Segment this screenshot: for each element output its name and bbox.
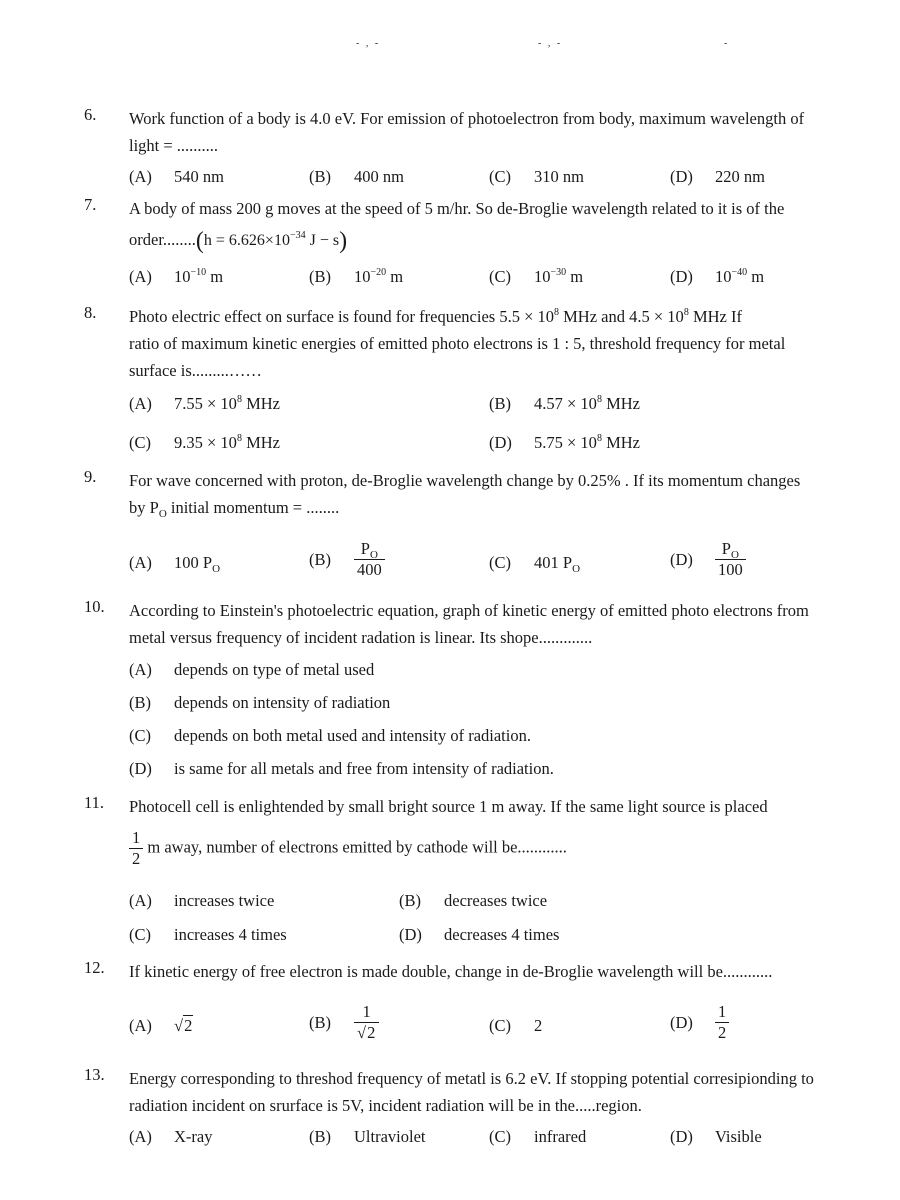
radicand: 2: [184, 1016, 193, 1035]
option-unit: MHz: [601, 433, 640, 452]
header-mark: - , -: [538, 38, 563, 49]
option-base: 10: [534, 267, 551, 286]
question-number: 11.: [84, 793, 105, 812]
formula-pre: h = 6.626×10: [203, 232, 290, 249]
question-line: surface is.........……: [129, 361, 262, 380]
fraction-denominator: 100: [715, 559, 746, 580]
question-line-text: by P: [129, 498, 159, 517]
sqrt-sign: √: [174, 1016, 184, 1035]
option-label: (B): [489, 394, 511, 413]
option-c: [489, 1016, 542, 1036]
option-b: [309, 267, 403, 287]
option-exp: −40: [731, 267, 748, 278]
option-label: (C): [129, 925, 151, 944]
option-base: 10: [354, 267, 371, 286]
option-label: (B): [309, 267, 331, 286]
fraction-denominator: 2: [129, 848, 143, 869]
fraction-denominator: 2: [715, 1022, 729, 1043]
option-text: increases 4 times: [174, 925, 287, 944]
fraction: [715, 1002, 729, 1043]
option-label: (A): [129, 267, 152, 286]
formula-post: J − s: [305, 232, 340, 249]
header-mark: - , -: [356, 38, 381, 49]
option-label: (A): [129, 553, 152, 572]
question-line: [129, 494, 834, 521]
option-value: 9.35 × 10: [174, 433, 237, 452]
header-marks: [0, 38, 900, 50]
option-b: [489, 394, 640, 414]
fraction-numerator: 1: [132, 828, 141, 847]
question-number: 10.: [84, 597, 105, 616]
option-d: [129, 759, 554, 779]
option-text: 100 P: [174, 553, 213, 572]
question-line: Photocell cell is enlightended by small bright source 1 m away. If the same light source is placed: [129, 797, 768, 816]
option-exp: 8: [596, 433, 602, 444]
option-a: [129, 394, 280, 414]
option-label: (D): [670, 267, 693, 286]
option-b: [309, 1127, 425, 1147]
option-label: (C): [489, 167, 511, 186]
option-a: [129, 1016, 193, 1036]
fraction: [715, 539, 746, 580]
question-number: 7.: [84, 195, 97, 214]
option-text: 401 P: [534, 553, 573, 572]
option-label: (B): [309, 1012, 331, 1032]
fraction-numerator: [358, 539, 381, 559]
option-unit: m: [210, 267, 224, 286]
question-number: 12.: [84, 958, 105, 977]
option-value: 4.57 × 10: [534, 394, 597, 413]
option-label: (D): [670, 1012, 693, 1032]
option-base: 10: [174, 267, 191, 286]
question-line: For wave concerned with proton, de-Broglie wavelength change by 0.25% . If its momentum changes: [129, 471, 801, 490]
option-text: Ultraviolet: [354, 1127, 426, 1146]
fraction-numerator: 1: [718, 1002, 727, 1021]
option-label: (D): [670, 549, 693, 569]
option-d: [670, 267, 764, 287]
option-exp: −10: [190, 267, 207, 278]
option-text: X-ray: [174, 1127, 213, 1146]
option-label: (A): [129, 394, 152, 413]
fraction: [354, 1002, 379, 1043]
question-line: A body of mass 200 g moves at the speed of 5 m/hr. So de-Broglie wavelength related to it is of the: [129, 199, 785, 218]
option-label: (A): [129, 891, 152, 910]
question-text: [129, 793, 834, 869]
option-label: (A): [129, 660, 152, 679]
option-b: [399, 891, 547, 911]
question-text: According to Einstein's photoelectric equation, graph of kinetic energy of emitted photo electrons from metal versus frequency of incident radation is linear. Its shope.............: [129, 601, 809, 647]
question-number: 8.: [84, 303, 97, 322]
option-unit: m: [390, 267, 404, 286]
option-label: (B): [309, 549, 331, 569]
option-c: [489, 167, 584, 187]
option-a: [129, 891, 274, 911]
subscript: O: [212, 563, 221, 575]
option-label: (A): [129, 167, 152, 186]
question-line: [129, 303, 834, 330]
fraction-denominator: 400: [354, 559, 385, 580]
question-line-text: order........: [129, 230, 196, 249]
radicand: 2: [367, 1023, 376, 1042]
option-label: (C): [129, 726, 151, 745]
question-line: order........(h = $6.626\times 10^{-34}$ J − s): [129, 228, 348, 254]
option-d: [670, 1127, 762, 1147]
subscript: O: [730, 549, 739, 561]
option-text: decreases 4 times: [444, 925, 560, 944]
exponent: 8: [554, 307, 560, 318]
subscript: O: [572, 563, 581, 575]
option-text: 2: [534, 1016, 543, 1035]
option-c: [489, 267, 583, 287]
question-text: Work function of a body is 4.0 eV. For emission of photoelectron from body, maximum wavelength of light = ..........: [129, 109, 805, 155]
option-d: [670, 167, 765, 187]
question-line: [129, 828, 834, 869]
option-label: (B): [129, 693, 151, 712]
option-label: (D): [670, 1127, 693, 1146]
option-unit: m: [751, 267, 765, 286]
option-b: [309, 539, 385, 580]
option-unit: MHz: [241, 394, 280, 413]
question-text: [129, 467, 834, 521]
option-label: (A): [129, 1127, 152, 1146]
option-exp: 8: [236, 433, 242, 444]
option-c: [129, 726, 531, 746]
option-label: (D): [129, 759, 152, 778]
question-line-text: initial momentum = ........: [166, 498, 340, 517]
option-base: 10: [715, 267, 732, 286]
option-b: [129, 693, 390, 713]
question-number: 13.: [84, 1065, 105, 1084]
question-number: 9.: [84, 467, 97, 486]
option-text: decreases twice: [444, 891, 548, 910]
option-d: [399, 925, 559, 945]
option-text: 400 nm: [354, 167, 404, 186]
option-unit: m: [570, 267, 584, 286]
option-text: 540 nm: [174, 167, 224, 186]
numerator-text: P: [360, 539, 370, 558]
option-unit: MHz: [241, 433, 280, 452]
option-a: [129, 167, 224, 187]
fraction-denominator: [354, 1022, 379, 1043]
fraction-numerator: [719, 539, 742, 559]
option-d: [670, 1002, 729, 1043]
formula: [204, 232, 339, 249]
option-exp: 8: [596, 394, 602, 405]
question-text: Energy corresponding to threshod frequency of metatl is 6.2 eV. If stopping potential corresipionding to radiation incident on srurface is 5V, incident radiation will be in the.....region.: [129, 1069, 814, 1115]
option-a: [129, 267, 223, 287]
option-label: (C): [489, 267, 511, 286]
numerator-text: P: [721, 539, 731, 558]
formula-exp: −34: [289, 230, 306, 241]
square-root: [357, 1023, 376, 1043]
option-label: (C): [129, 433, 151, 452]
option-label: (D): [399, 925, 422, 944]
option-text: 310 nm: [534, 167, 584, 186]
option-b: [309, 167, 404, 187]
option-value: 5.75 × 10: [534, 433, 597, 452]
question-line: ratio of maximum kinetic energies of emitted photo electrons is 1 : 5, threshold frequency for metal: [129, 334, 786, 353]
question-line-text: MHz and 4.5 × 10: [559, 307, 684, 326]
square-root: [174, 1016, 193, 1036]
option-text: depends on type of metal used: [174, 660, 375, 679]
subscript: O: [369, 549, 378, 561]
option-d: [670, 539, 746, 580]
option-text: depends on both metal used and intensity of radiation.: [174, 726, 531, 745]
option-text: infrared: [534, 1127, 587, 1146]
option-label: (C): [489, 1016, 511, 1035]
option-c: [129, 433, 280, 453]
option-exp: 8: [236, 394, 242, 405]
fraction-numerator: 1: [362, 1002, 371, 1021]
subscript: O: [158, 508, 167, 520]
option-exp: −30: [550, 267, 567, 278]
option-label: (C): [489, 553, 511, 572]
option-value: 7.55 × 10: [174, 394, 237, 413]
option-a: [129, 1127, 212, 1147]
option-text: depends on intensity of radiation: [174, 693, 391, 712]
option-c: [129, 925, 287, 945]
option-unit: MHz: [601, 394, 640, 413]
option-label: (A): [129, 1016, 152, 1035]
option-d: [489, 433, 640, 453]
question-text: [129, 303, 834, 384]
option-text: Visible: [715, 1127, 762, 1146]
option-label: (D): [489, 433, 512, 452]
option-label: (C): [489, 1127, 511, 1146]
option-c: [489, 1127, 586, 1147]
question-line-text: m away, number of electrons emitted by cathode will be............: [143, 837, 567, 857]
question-text: If kinetic energy of free electron is made double, change in de-Broglie wavelength will be............: [129, 962, 773, 981]
option-exp: −20: [370, 267, 387, 278]
option-label: (B): [309, 167, 331, 186]
option-label: (B): [399, 891, 421, 910]
option-a: [129, 553, 220, 573]
question-number: 6.: [84, 105, 97, 124]
sqrt-sign: √: [357, 1023, 367, 1042]
exponent: 8: [683, 307, 689, 318]
fraction: [129, 828, 143, 869]
option-a: [129, 660, 374, 680]
header-mark: -: [724, 38, 730, 49]
option-label: (B): [309, 1127, 331, 1146]
fraction: [354, 539, 385, 580]
option-text: increases twice: [174, 891, 275, 910]
option-b: [309, 1002, 379, 1043]
option-label: (D): [670, 167, 693, 186]
question-line-text: MHz If: [688, 307, 742, 326]
option-text: 220 nm: [715, 167, 765, 186]
option-c: [489, 553, 580, 573]
option-text: is same for all metals and free from intensity of radiation.: [174, 759, 554, 778]
question-line-text: Photo electric effect on surface is found for frequencies 5.5 × 10: [129, 307, 555, 326]
question-text: [129, 195, 834, 255]
